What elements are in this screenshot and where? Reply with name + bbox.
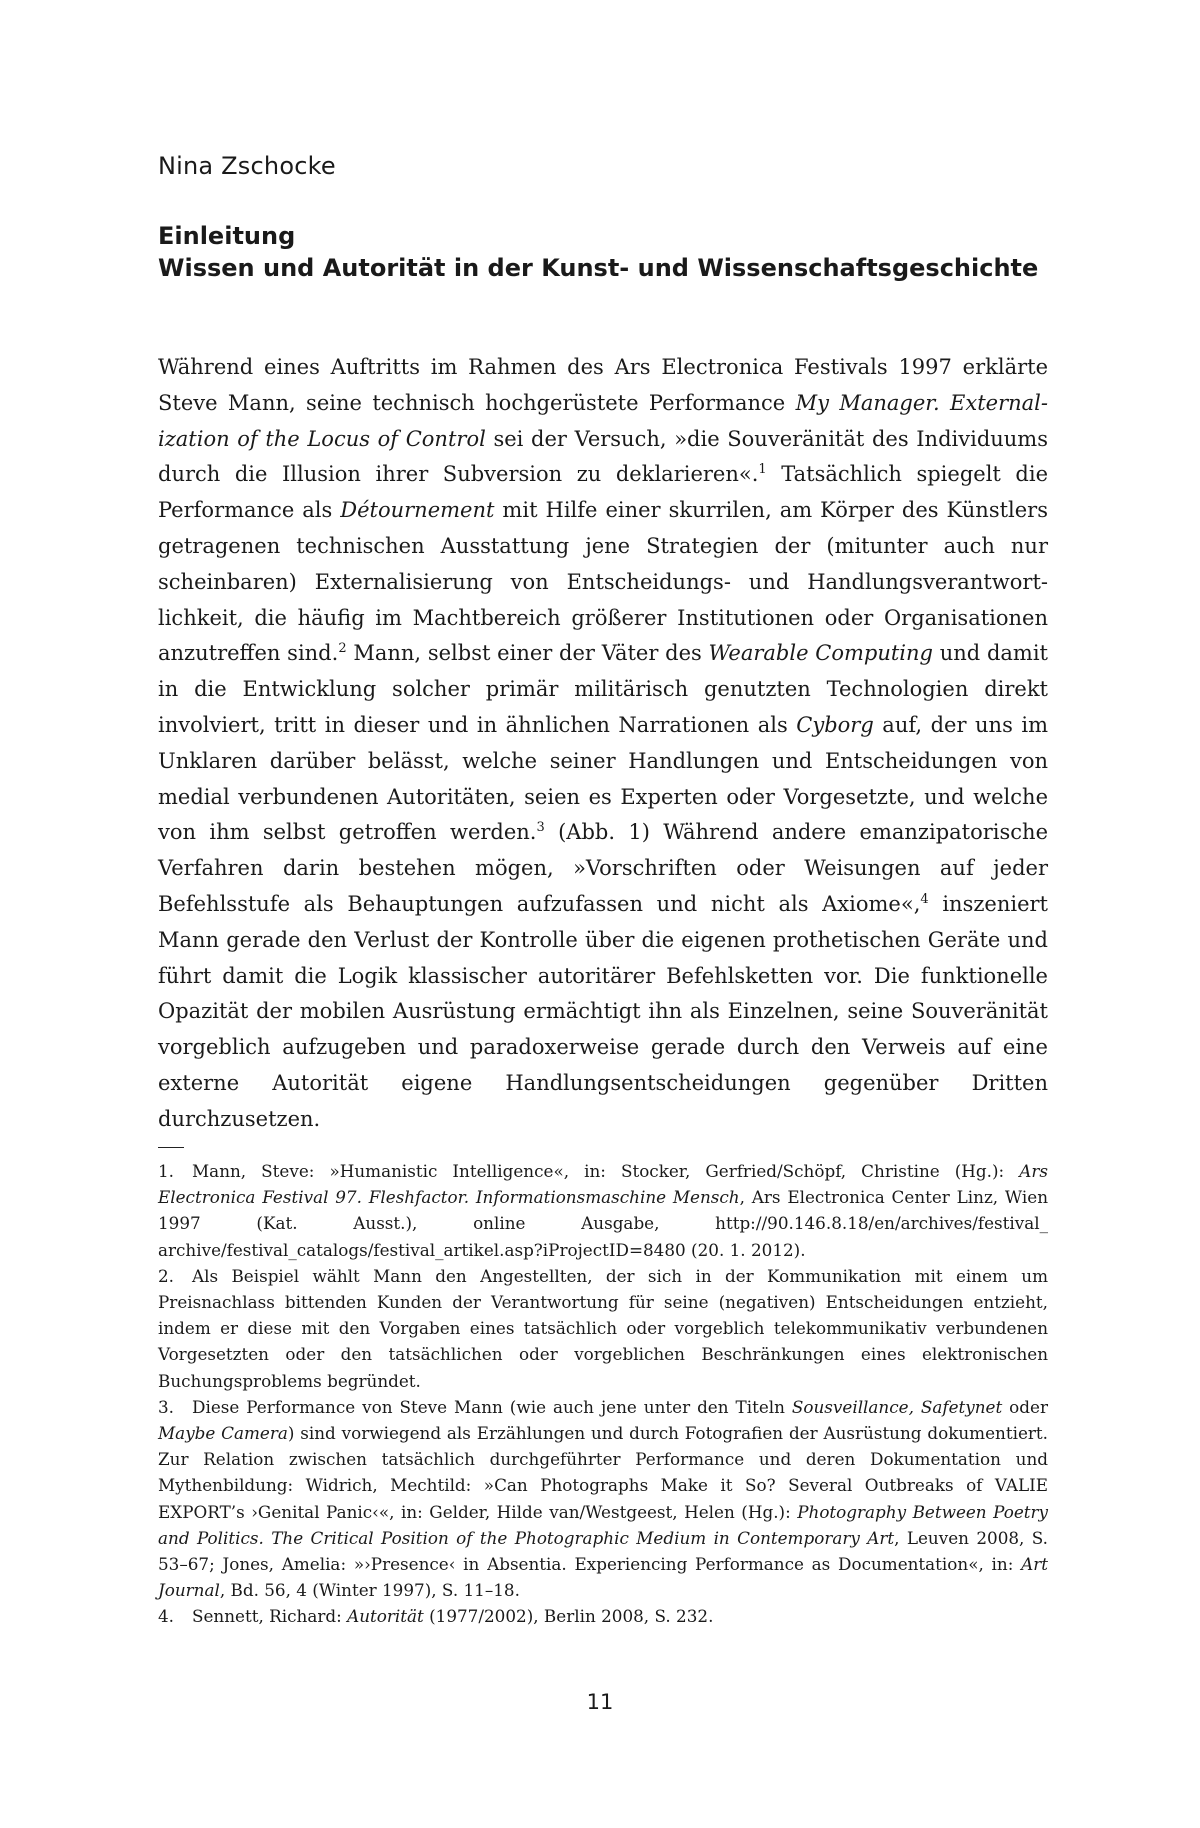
footnote-number: 1. — [158, 1161, 175, 1181]
footnote-ref[interactable]: 3 — [536, 820, 545, 836]
footnote-italic: Maybe Camera — [158, 1423, 288, 1444]
footnote-italic: Art Journal — [158, 1554, 1048, 1601]
footnote-text: , Bd. 56, 4 (Winter 1997), S. 11–18. — [219, 1580, 520, 1601]
footnote-text: Sennett, Richard: — [192, 1606, 348, 1627]
footnote-ref[interactable]: 4 — [920, 891, 929, 907]
footnote-divider — [158, 1147, 184, 1148]
body-text-run: Mann, selbst einer der Väter des — [346, 641, 709, 666]
page-number: 11 — [586, 1690, 614, 1714]
footnote-3 — [158, 1394, 1048, 1604]
footnote-number: 2. — [158, 1265, 175, 1286]
footnote-number: 3. — [158, 1396, 175, 1417]
footnote-text: , Ars Electronica Center Linz, Wien 1997 (Kat. Ausst.), online Ausgabe, http://90.146.8.18/en/archives/festival_ archive/festival_catalogs/festival_artikel.asp?iProjectID=8480 (20. 1. 2012). — [158, 1187, 1048, 1260]
footnote-text: ) sind vorwiegend als Erzählungen und durch Fotografien der Ausrüstung dokumentiert. Zur Relation zwischen tatsächlich durchgeführter Performance und deren Dokumentation und Mythenbildung: Widrich, Mechtild: »Can Photographs Make it So? Several Outbreaks of VALIE EXPORT’s ›Genital Panic‹«, in: Gelder, Hilde van/Westgeest, Helen (Hg.): — [158, 1423, 1048, 1522]
chapter-heading — [158, 220, 1038, 284]
author-name: Nina Zschocke — [158, 152, 336, 180]
footnote-text: (1977/2002), Berlin 2008, S. 232. — [423, 1606, 714, 1627]
footnote-ref[interactable]: 1 — [758, 462, 767, 478]
footnote-text: oder — [1002, 1396, 1048, 1417]
body-text-run: inszeniert Mann gerade den Verlust der Kontrolle über die eigenen prothetischen Geräte und führt damit die Logik klassischer autoritärer Befehlsketten vor. Die funktionelle Opazität der mobilen Ausrüstung ermächtigt ihn als Einzelnen, seine Souveränität vorgeblich aufzugeben und paradoxerweise gerade durch den Verweis auf eine externe Autorität eigene Handlungsentscheidungen gegenüber Dritten durchzusetzen. — [158, 891, 1048, 1131]
footnote-text: Mann, Steve: »Humanistic Intelligence«, in: Stocker, Gerfried/Schöpf, Christine (Hg.): — [192, 1161, 1020, 1181]
body-text-run: Tatsächlich spiegelt die Performance als — [158, 462, 1048, 523]
body-text-run: (Abb. 1) Während andere emanzipatorische Verfahren darin bestehen mögen, »Vorschriften oder Weisungen auf jeder Befehlsstufe als Behauptungen aufzufassen und nicht als Axiome«, — [158, 820, 1048, 916]
body-text-run: auf, der uns im Unklaren darüber belässt, welche seiner Handlungen und Entscheidungen von medial verbundenen Autoritäten, seien es Experten oder Vorgesetzte, und welche von ihm selbst getroffen werden. — [158, 712, 1049, 845]
heading-line-1: Einleitung — [158, 222, 296, 250]
footnote-text: Diese Performance von Steve Mann (wie auch jene unter den Titeln — [192, 1396, 792, 1417]
footnote-italic: Ars Electronica Festival 97. Fleshfactor. Informationsmaschine Mensch — [158, 1161, 1048, 1208]
body-text-run: mit Hilfe einer skurrilen, am Körper des Künstlers getragenen technischen Ausstattung jene Strategien der (mitunter auch nur scheinbaren) Externalisierung von Entscheidungs- und Handlungsverantwortlichkeit, die häufig im Machtbereich größerer Institutionen oder Organisationen anzutreffen sind. — [158, 498, 1048, 666]
footnote-4 — [158, 1603, 1048, 1629]
footnote-text: Als Beispiel wählt Mann den Angestellten, der sich in der Kommunikation mit einem um Preisnachlass bittenden Kunden der Verantwortung für seine (negativen) Entscheidungen entzieht, indem er diese mit den Vorgaben eines tatsächlich oder vorgeblich telekommunikativ verbundenen Vorgesetzten oder den tatsächlichen oder vorgeblichen Beschränkungen eines elektronischen Buchungsproblems begründet. — [158, 1265, 1048, 1391]
footnote-number: 4. — [158, 1606, 175, 1627]
footnote-italic: Sousveillance, Safetynet — [791, 1396, 1003, 1417]
body-italic-run: My Manager. Externalization of the Locus of Control — [158, 390, 1049, 451]
body-paragraph — [158, 350, 1048, 1138]
footnote-1 — [158, 1158, 1048, 1263]
body-italic-run: Détournement — [340, 498, 495, 523]
body-italic-run: Wearable Computing — [708, 641, 933, 666]
body-text-run: Während eines Auftritts im Rahmen des Ars Electronica Festivals 1997 erklärte Steve Mann, seine technisch hochgerüstete Performance — [158, 355, 1048, 415]
footnote-text: , Leuven 2008, S. 53–67; Jones, Amelia: »›Presence‹ in Absentia. Experiencing Performance as Documentation«, in: — [158, 1527, 1048, 1575]
footnote-2 — [158, 1263, 1048, 1394]
heading-line-2: Wissen und Autorität in der Kunst- und Wissenschaftsgeschichte — [158, 254, 1039, 282]
body-text-run: sei der Versuch, »die Souveränität des Individuums durch die Illusion ihrer Subversion zu deklarieren«. — [158, 426, 1048, 487]
body-italic-run: Cyborg — [796, 712, 874, 737]
footnote-ref[interactable]: 2 — [338, 641, 347, 657]
footnote-italic: Photography Between Poetry and Politics. The Critical Position of the Photographic Medium in Contemporary Art — [158, 1501, 1049, 1548]
body-text-run: und damit in die Entwicklung solcher primär militärisch genutzten Technologien direkt involviert, tritt in dieser und in ähnlichen Narrationen als — [158, 641, 1048, 737]
footnotes-list — [158, 1158, 1048, 1630]
footnote-italic: Autorität — [347, 1606, 424, 1627]
